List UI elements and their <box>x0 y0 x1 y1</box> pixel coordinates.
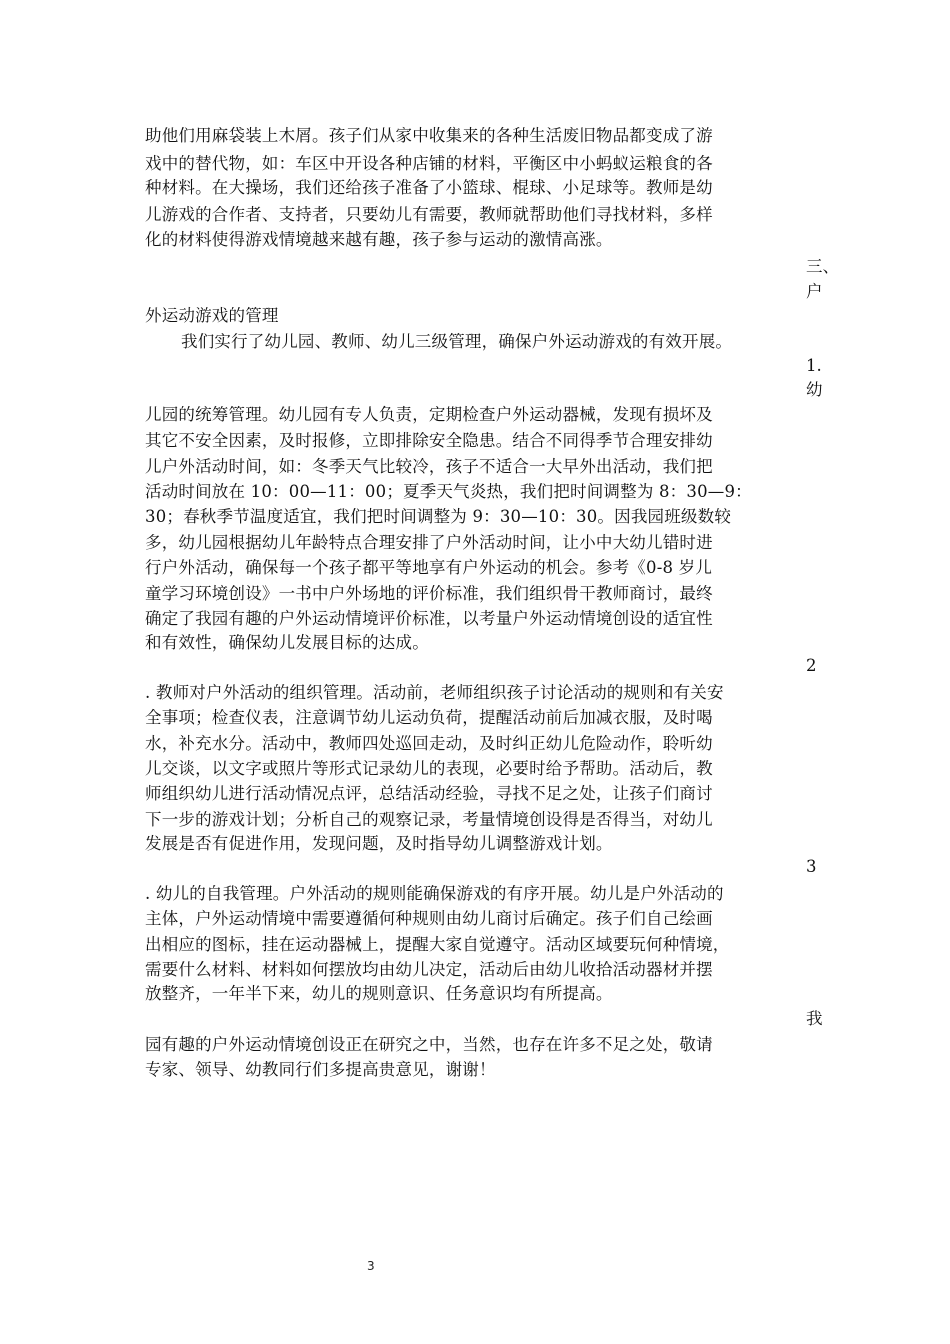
p3-line-1: . 教师对户外活动的组织管理。活动前，老师组织孩子讨论活动的规则和有关安 <box>145 683 724 702</box>
p1-line-2: 戏中的替代物，如：车区中开设各种店铺的材料，平衡区中小蚂蚁运粮食的各 <box>145 154 713 173</box>
p5-line-1: 园有趣的户外运动情境创设正在研究之中，当然，也存在许多不足之处，敬请 <box>145 1035 713 1054</box>
p2-line-3: 儿户外活动时间，如：冬季天气比较冷，孩子不适合一大早外出活动，我们把 <box>145 457 713 476</box>
p3-line-5: 师组织幼儿进行活动情况点评，总结活动经验，寻找不足之处，让孩子们商讨 <box>145 784 713 803</box>
paragraph-fragment-wo: 我 <box>806 1009 823 1028</box>
page-number: 3 <box>367 1259 375 1273</box>
p4-line-3: 出相应的图标，挂在运动器械上，提醒大家自觉遵守。活动区域要玩何种情境， <box>145 935 730 954</box>
p2-line-1: 儿园的统筹管理。幼儿园有专人负责，定期检查户外运动器械，发现有损坏及 <box>145 405 713 424</box>
item-number-3: 3 <box>806 857 817 876</box>
p2-line-9: 确定了我园有趣的户外运动情境评价标准，以考量户外运动情境创设的适宜性 <box>145 609 713 628</box>
item-fragment-you: 幼 <box>806 380 823 399</box>
p3-line-6: 下一步的游戏计划；分析自己的观察记录，考量情境创设得是否得当，对幼儿 <box>145 810 713 829</box>
p3-line-4: 儿交谈，以文字或照片等形式记录幼儿的表现，必要时给予帮助。活动后，教 <box>145 759 713 778</box>
p4-line-5: 放整齐，一年半下来，幼儿的规则意识、任务意识均有所提高。 <box>145 984 613 1003</box>
p3-line-7: 发展是否有促进作用，发现问题，及时指导幼儿调整游戏计划。 <box>145 834 613 853</box>
p3-line-2: 全事项；检查仪表，注意调节幼儿运动负荷，提醒活动前后加减衣服，及时喝 <box>145 708 713 727</box>
p4-line-2: 主体，户外运动情境中需要遵循何种规则由幼儿商讨后确定。孩子们自己绘画 <box>145 909 713 928</box>
section-number-three: 三、 <box>806 257 839 276</box>
p2-line-6: 多，幼儿园根据幼儿年龄特点合理安排了户外活动时间，让小中大幼儿错时进 <box>145 533 713 552</box>
p1-line-3: 种材料。在大操场，我们还给孩子准备了小篮球、棍球、小足球等。教师是幼 <box>145 178 713 197</box>
item-number-1: 1. <box>806 356 822 375</box>
p4-line-1: . 幼儿的自我管理。户外活动的规则能确保游戏的有序开展。幼儿是户外活动的 <box>145 884 724 903</box>
p2-line-10: 和有效性，确保幼儿发展目标的达成。 <box>145 633 429 652</box>
p5-line-2: 专家、领导、幼教同行们多提高贵意见，谢谢！ <box>145 1060 496 1079</box>
section-heading: 外运动游戏的管理 <box>145 306 279 325</box>
p4-line-4: 需要什么材料、材料如何摆放均由幼儿决定，活动后由幼儿收拾活动器材并摆 <box>145 960 713 979</box>
item-number-2: 2 <box>806 656 817 675</box>
p1-line-1: 助他们用麻袋装上木屑。孩子们从家中收集来的各种生活废旧物品都变成了游 <box>145 126 713 145</box>
section-intro: 我们实行了幼儿园、教师、幼儿三级管理，确保户外运动游戏的有效开展。 <box>181 332 733 351</box>
p2-line-4: 活动时间放在 10：00—11：00；夏季天气炎热，我们把时间调整为 8：30—9： <box>145 482 752 501</box>
p2-line-5: 30；春秋季节温度适宜，我们把时间调整为 9：30—10：30。因我园班级数较 <box>145 507 732 526</box>
p3-line-3: 水，补充水分。活动中，教师四处巡回走动，及时纠正幼儿危险动作，聆听幼 <box>145 734 713 753</box>
p2-line-7: 行户外活动，确保每一个孩子都平等地享有户外运动的机会。参考《0-8 岁儿 <box>145 558 713 577</box>
p2-line-8: 童学习环境创设》一书中户外场地的评价标准，我们组织骨干教师商讨，最终 <box>145 584 713 603</box>
p1-line-5: 化的材料使得游戏情境越来越有趣，孩子参与运动的激情高涨。 <box>145 230 613 249</box>
p2-line-2: 其它不安全因素，及时报修，立即排除安全隐患。结合不同得季节合理安排幼 <box>145 431 713 450</box>
heading-fragment-hu: 户 <box>806 282 823 301</box>
p1-line-4: 儿游戏的合作者、支持者，只要幼儿有需要，教师就帮助他们寻找材料，多样 <box>145 205 713 224</box>
